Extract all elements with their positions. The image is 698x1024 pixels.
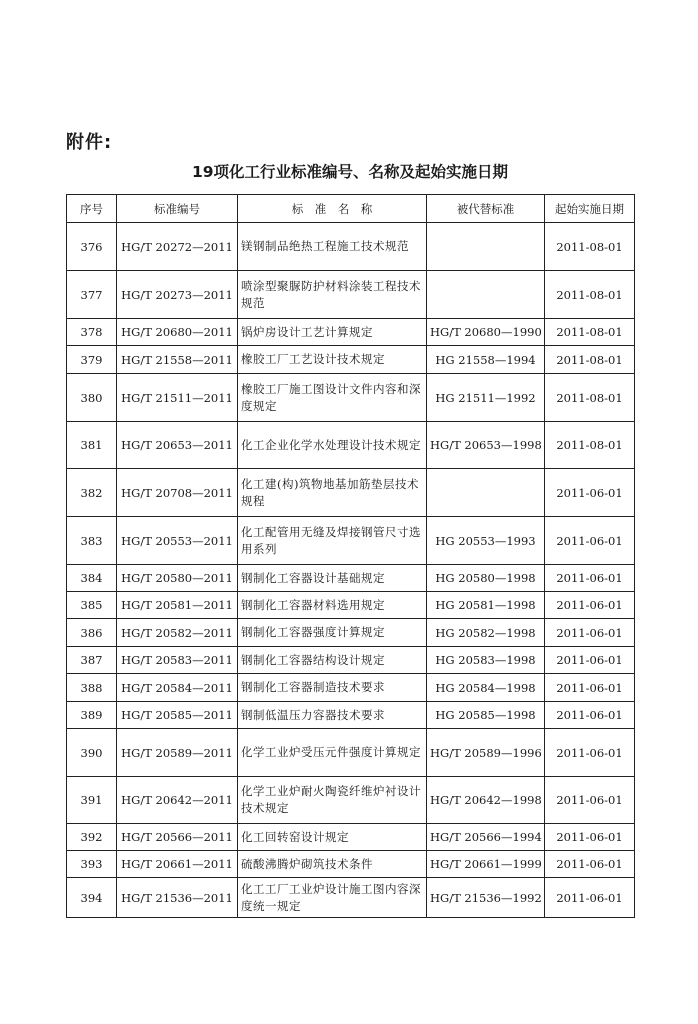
cell-start-date: 2011-06-01 bbox=[545, 619, 635, 647]
cell-start-date: 2011-08-01 bbox=[545, 374, 635, 422]
header-standard-name: 标 准 名 称 bbox=[238, 195, 427, 223]
cell-standard-code: HG/T 20566—2011 bbox=[117, 824, 238, 851]
cell-replaced-standard: HG/T 20566—1994 bbox=[427, 824, 545, 851]
table-row bbox=[67, 777, 635, 824]
cell-start-date: 2011-08-01 bbox=[545, 319, 635, 346]
table-row bbox=[67, 422, 635, 469]
cell-standard-name: 化学工业炉耐火陶瓷纤维炉衬设计技术规定 bbox=[238, 777, 427, 824]
table-header-row bbox=[67, 195, 635, 223]
header-start-date: 起始实施日期 bbox=[545, 195, 635, 223]
cell-replaced-standard: HG 20553—1993 bbox=[427, 517, 545, 565]
cell-replaced-standard: HG/T 21536—1992 bbox=[427, 878, 545, 918]
header-seq-no: 序号 bbox=[67, 195, 117, 223]
cell-seq-no: 386 bbox=[67, 619, 117, 647]
cell-standard-code: HG/T 20583—2011 bbox=[117, 647, 238, 674]
cell-start-date: 2011-06-01 bbox=[545, 469, 635, 517]
cell-replaced-standard: HG/T 20680—1990 bbox=[427, 319, 545, 346]
cell-standard-name: 钢制化工容器材料选用规定 bbox=[238, 592, 427, 619]
cell-seq-no: 388 bbox=[67, 674, 117, 702]
cell-standard-code: HG/T 20273—2011 bbox=[117, 271, 238, 319]
cell-seq-no: 382 bbox=[67, 469, 117, 517]
table-row bbox=[67, 824, 635, 851]
cell-standard-code: HG/T 20272—2011 bbox=[117, 223, 238, 271]
table-row bbox=[67, 565, 635, 592]
cell-start-date: 2011-06-01 bbox=[545, 517, 635, 565]
cell-start-date: 2011-08-01 bbox=[545, 422, 635, 469]
cell-seq-no: 392 bbox=[67, 824, 117, 851]
cell-standard-name: 化工工厂工业炉设计施工图内容深度统一规定 bbox=[238, 878, 427, 918]
cell-standard-name: 钢制低温压力容器技术要求 bbox=[238, 702, 427, 729]
cell-seq-no: 394 bbox=[67, 878, 117, 918]
cell-standard-code: HG/T 20585—2011 bbox=[117, 702, 238, 729]
cell-replaced-standard: HG 20585—1998 bbox=[427, 702, 545, 729]
cell-standard-name: 钢制化工容器设计基础规定 bbox=[238, 565, 427, 592]
table-row bbox=[67, 517, 635, 565]
cell-start-date: 2011-06-01 bbox=[545, 647, 635, 674]
cell-standard-name: 钢制化工容器制造技术要求 bbox=[238, 674, 427, 702]
cell-seq-no: 387 bbox=[67, 647, 117, 674]
cell-seq-no: 391 bbox=[67, 777, 117, 824]
cell-replaced-standard: HG/T 20661—1999 bbox=[427, 851, 545, 878]
cell-start-date: 2011-06-01 bbox=[545, 592, 635, 619]
cell-start-date: 2011-06-01 bbox=[545, 777, 635, 824]
cell-standard-name: 橡胶工厂施工图设计文件内容和深度规定 bbox=[238, 374, 427, 422]
cell-start-date: 2011-06-01 bbox=[545, 565, 635, 592]
table-row bbox=[67, 619, 635, 647]
cell-replaced-standard: HG 20580—1998 bbox=[427, 565, 545, 592]
table-row bbox=[67, 319, 635, 346]
header-replaced-standard: 被代替标准 bbox=[427, 195, 545, 223]
cell-standard-code: HG/T 20580—2011 bbox=[117, 565, 238, 592]
cell-replaced-standard: HG 21511—1992 bbox=[427, 374, 545, 422]
cell-standard-name: 化工建(构)筑物地基加筋垫层技术规程 bbox=[238, 469, 427, 517]
table-row bbox=[67, 702, 635, 729]
cell-standard-name: 钢制化工容器强度计算规定 bbox=[238, 619, 427, 647]
cell-standard-code: HG/T 20708—2011 bbox=[117, 469, 238, 517]
cell-replaced-standard: HG 20581—1998 bbox=[427, 592, 545, 619]
cell-start-date: 2011-06-01 bbox=[545, 702, 635, 729]
cell-standard-name: 硫酸沸腾炉砌筑技术条件 bbox=[238, 851, 427, 878]
cell-seq-no: 384 bbox=[67, 565, 117, 592]
table-row bbox=[67, 223, 635, 271]
cell-standard-code: HG/T 21558—2011 bbox=[117, 346, 238, 374]
attachment-label: 附件: bbox=[66, 132, 113, 153]
cell-standard-name: 化学工业炉受压元件强度计算规定 bbox=[238, 729, 427, 777]
table-row bbox=[67, 346, 635, 374]
cell-replaced-standard: HG 20582—1998 bbox=[427, 619, 545, 647]
cell-replaced-standard bbox=[427, 223, 545, 271]
cell-standard-code: HG/T 20642—2011 bbox=[117, 777, 238, 824]
cell-start-date: 2011-06-01 bbox=[545, 824, 635, 851]
cell-standard-name: 钢制化工容器结构设计规定 bbox=[238, 647, 427, 674]
cell-start-date: 2011-08-01 bbox=[545, 271, 635, 319]
cell-standard-name: 化工企业化学水处理设计技术规定 bbox=[238, 422, 427, 469]
cell-standard-code: HG/T 21511—2011 bbox=[117, 374, 238, 422]
cell-replaced-standard bbox=[427, 271, 545, 319]
cell-replaced-standard: HG/T 20589—1996 bbox=[427, 729, 545, 777]
cell-standard-code: HG/T 20661—2011 bbox=[117, 851, 238, 878]
cell-start-date: 2011-06-01 bbox=[545, 878, 635, 918]
cell-replaced-standard: HG 20583—1998 bbox=[427, 647, 545, 674]
cell-seq-no: 385 bbox=[67, 592, 117, 619]
cell-seq-no: 377 bbox=[67, 271, 117, 319]
cell-standard-name: 化工回转窑设计规定 bbox=[238, 824, 427, 851]
cell-standard-name: 化工配管用无缝及焊接钢管尺寸选用系列 bbox=[238, 517, 427, 565]
table-row bbox=[67, 592, 635, 619]
cell-seq-no: 376 bbox=[67, 223, 117, 271]
cell-replaced-standard: HG 21558—1994 bbox=[427, 346, 545, 374]
cell-standard-name: 喷涂型聚脲防护材料涂装工程技术规范 bbox=[238, 271, 427, 319]
cell-standard-name: 锅炉房设计工艺计算规定 bbox=[238, 319, 427, 346]
cell-seq-no: 393 bbox=[67, 851, 117, 878]
table-row bbox=[67, 469, 635, 517]
cell-standard-code: HG/T 20653—2011 bbox=[117, 422, 238, 469]
header-standard-code: 标准编号 bbox=[117, 195, 238, 223]
table-row bbox=[67, 851, 635, 878]
document-title: 19项化工行业标准编号、名称及起始实施日期 bbox=[191, 163, 509, 181]
cell-start-date: 2011-06-01 bbox=[545, 674, 635, 702]
cell-start-date: 2011-08-01 bbox=[545, 223, 635, 271]
cell-seq-no: 379 bbox=[67, 346, 117, 374]
cell-replaced-standard: HG 20584—1998 bbox=[427, 674, 545, 702]
cell-standard-code: HG/T 21536—2011 bbox=[117, 878, 238, 918]
cell-start-date: 2011-06-01 bbox=[545, 851, 635, 878]
standards-table bbox=[66, 194, 635, 918]
table-row bbox=[67, 729, 635, 777]
cell-standard-code: HG/T 20582—2011 bbox=[117, 619, 238, 647]
cell-seq-no: 389 bbox=[67, 702, 117, 729]
cell-seq-no: 381 bbox=[67, 422, 117, 469]
cell-standard-code: HG/T 20581—2011 bbox=[117, 592, 238, 619]
cell-standard-code: HG/T 20589—2011 bbox=[117, 729, 238, 777]
table-row bbox=[67, 271, 635, 319]
cell-start-date: 2011-06-01 bbox=[545, 729, 635, 777]
table-row bbox=[67, 374, 635, 422]
cell-seq-no: 380 bbox=[67, 374, 117, 422]
table-row bbox=[67, 674, 635, 702]
cell-start-date: 2011-08-01 bbox=[545, 346, 635, 374]
cell-replaced-standard: HG/T 20653—1998 bbox=[427, 422, 545, 469]
table-row bbox=[67, 647, 635, 674]
table-body bbox=[67, 223, 635, 918]
table-row bbox=[67, 878, 635, 918]
cell-standard-code: HG/T 20553—2011 bbox=[117, 517, 238, 565]
cell-standard-name: 橡胶工厂工艺设计技术规定 bbox=[238, 346, 427, 374]
cell-replaced-standard: HG/T 20642—1998 bbox=[427, 777, 545, 824]
cell-seq-no: 378 bbox=[67, 319, 117, 346]
cell-seq-no: 390 bbox=[67, 729, 117, 777]
cell-standard-code: HG/T 20680—2011 bbox=[117, 319, 238, 346]
cell-seq-no: 383 bbox=[67, 517, 117, 565]
cell-replaced-standard bbox=[427, 469, 545, 517]
cell-standard-code: HG/T 20584—2011 bbox=[117, 674, 238, 702]
cell-standard-name: 镁钢制品绝热工程施工技术规范 bbox=[238, 223, 427, 271]
